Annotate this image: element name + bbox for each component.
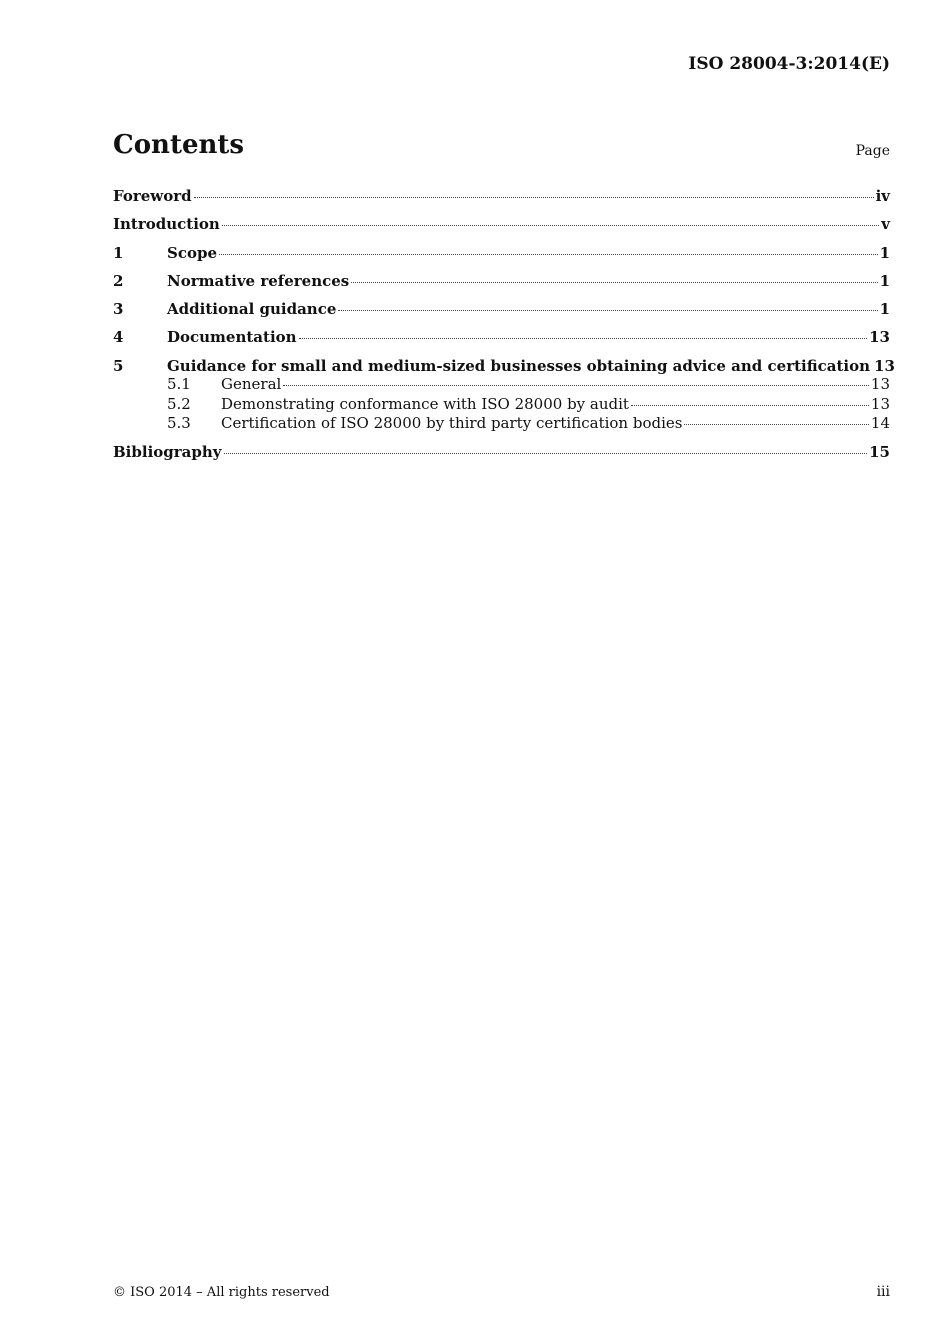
- toc-entry-introduction[interactable]: [113, 213, 890, 241]
- toc-entry-additional-guidance[interactable]: [113, 298, 890, 326]
- toc-entry-title: Additional guidance: [167, 300, 337, 319]
- toc-entry-page: 13: [874, 356, 895, 375]
- toc-entry-page: 13: [870, 394, 890, 413]
- toc-entry-page: 13: [870, 375, 890, 394]
- toc-entry-title: General: [221, 375, 282, 394]
- toc-entry-page: 15: [869, 442, 890, 461]
- table-of-contents: [113, 185, 895, 469]
- toc-dot-leader: [283, 371, 869, 386]
- copyright-notice: © ISO 2014 – All rights reserved: [113, 1285, 330, 1300]
- toc-entry-title: Normative references: [167, 271, 350, 290]
- toc-entry-number: 2: [113, 271, 124, 290]
- toc-entry-page: iv: [875, 187, 890, 205]
- toc-dot-leader: [219, 240, 878, 255]
- page-number: iii: [876, 1284, 890, 1300]
- toc-entry-number: 3: [113, 300, 124, 319]
- toc-entry-certification[interactable]: [113, 413, 890, 433]
- page-column-label: Page: [855, 143, 890, 159]
- document-reference: ISO 28004-3:2014(E): [688, 54, 890, 74]
- toc-entry-page: v: [881, 215, 890, 234]
- toc-entry-title: Scope: [167, 243, 218, 262]
- toc-entry-number: 5.3: [167, 414, 191, 433]
- toc-entry-title: Introduction: [113, 215, 220, 234]
- toc-dot-leader: [299, 324, 868, 339]
- toc-entry-normative-references[interactable]: [113, 270, 890, 298]
- toc-entry-title: Bibliography: [113, 442, 222, 461]
- toc-entry-title: Certification of ISO 28000 by third party certification bodies: [221, 414, 683, 433]
- toc-entry-page: 13: [869, 328, 890, 347]
- toc-entry-number: 4: [113, 328, 124, 347]
- toc-dot-leader: [631, 391, 869, 406]
- toc-dot-leader: [222, 211, 879, 226]
- toc-entry-number: 5: [113, 356, 124, 375]
- toc-entry-scope[interactable]: [113, 242, 890, 270]
- toc-dot-leader: [194, 183, 874, 198]
- toc-entry-number: 1: [113, 243, 124, 262]
- toc-entry-number: 5.2: [167, 394, 191, 413]
- toc-entry-title: Foreword: [113, 187, 192, 205]
- toc-dot-leader: [351, 268, 877, 283]
- toc-entry-title: Demonstrating conformance with ISO 28000 by audit: [221, 394, 629, 413]
- toc-entry-title: Documentation: [167, 328, 297, 347]
- toc-dot-leader: [224, 439, 868, 454]
- toc-entry-number: 5.1: [167, 375, 191, 394]
- toc-entry-page: 1: [879, 300, 890, 319]
- toc-entry-page: 1: [879, 271, 890, 290]
- toc-entry-bibliography[interactable]: [113, 441, 890, 469]
- toc-entry-foreword[interactable]: [113, 185, 890, 213]
- toc-entry-page: 1: [879, 243, 890, 262]
- toc-entry-title: Guidance for small and medium-sized businesses obtaining advice and certification: [167, 356, 871, 375]
- toc-dot-leader: [684, 410, 868, 425]
- toc-entry-documentation[interactable]: [113, 326, 890, 354]
- toc-dot-leader: [338, 296, 877, 311]
- toc-entry-page: 14: [870, 414, 890, 433]
- contents-heading: Contents: [113, 130, 245, 160]
